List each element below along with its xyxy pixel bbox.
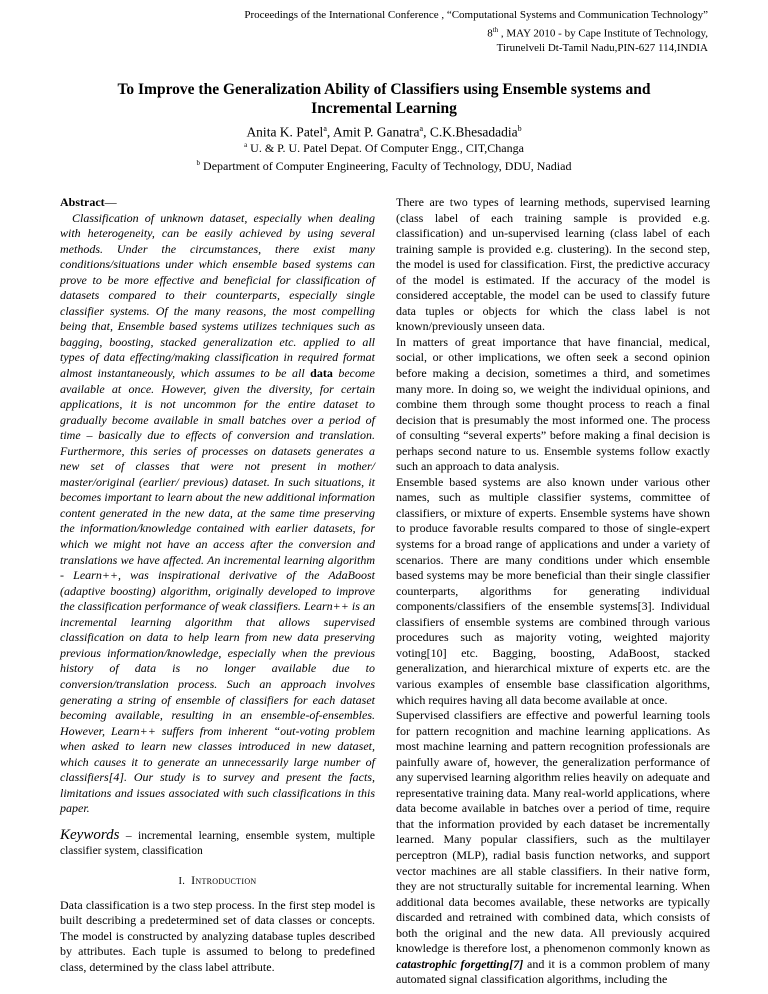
affiliation-b: $^b$ Department of Computer Engineering, Faculty of Technology, DDU, Nadiad: [196, 159, 572, 173]
keywords-label: Keywords: [60, 826, 120, 843]
paragraph: There are two types of learning methods, supervised learning (class label of each training sample is provided e.g. classification) and un-supervised learning (class label of each training sample is provided e.g. clustering). In the second step, the model is used for classification. First, the predictive accuracy of the model is estimated. If the accuracy of the model is considered acceptable, the model can be used to classify future data tuples or objects for which the class label is not known/previously unseen data.: [396, 195, 710, 334]
paragraph: Ensemble based systems are also known under various other names, such as multiple classifier systems, committee of classifiers, or mixture of experts. Ensemble systems have shown to produce favorable results compared to those of single-expert systems for a broad range of applications and under a variety of scenarios. There are many conditions under which ensemble based systems may be more beneficial than their single classifier counterparts, algorithms for generating individual components/classifiers of the ensemble systems[3]. Individual classifiers of ensemble systems are combined through various procedures such as majority voting, weighted majority voting[10] etc. Bagging, boosting, AdaBoost, stacked generalization, and hierarchical mixture of experts etc. are the various examples of ensemble base classification algorithms, which requires having all data become available at once.: [396, 474, 710, 707]
affiliation-a: $^a$ U. & P. U. Patel Depat. Of Computer Engg., CIT,Changa: [244, 141, 524, 155]
header-line-2: 8th , MAY 2010 - by Cape Institute of Technology,: [487, 25, 708, 40]
paragraph: In matters of great importance that have financial, medical, social, or other implications, we often seek a second opinion before making a decision, sometimes a third, and sometimes many more. In doing so, we weight the individual opinions, and combine them through some thought process to reach a final decision that is presumably the most informed one. The process of consulting “several experts” before making a final decision is perhaps second nature to us. Ensemble systems follow exactly such an approach to data analysis.: [396, 334, 710, 474]
introduction-paragraph: Data classification is a two step process. In the first step model is built describing a predetermined set of data classes or concepts. The model is constructed by analyzing database tuples described by attributes. Each tuple is assumed to belong to predefined class, determined by the class label attribute.: [60, 897, 375, 974]
header-line-1: Proceedings of the International Conference , “Computational Systems and Communication Technology”: [244, 9, 708, 21]
author-list: Anita K. Patel$^a$, Amit P. Ganatra$^a$, C.K.Bhesadadia$^b$: [246, 124, 522, 140]
author-name: C.K.Bhesadadia: [429, 124, 518, 140]
author-name: Anita K. Patel: [246, 124, 324, 140]
paper-title: To Improve the Generalization Ability of Classifiers using Ensemble systems and Incremental Learning: [117, 81, 651, 117]
left-column: [60, 195, 375, 975]
section-heading-introduction: I. Introduction: [178, 872, 257, 887]
author-name: Amit P. Ganatra: [332, 124, 420, 140]
paragraph: Supervised classifiers are effective and powerful learning tools for pattern recognition and machine learning applications. As most machine learning and pattern recognition professionals are painfully aware of, however, the generalization performance of any supervised learning algorithm relies heavily on adequate and representative training data. Many real-world applications, where data become available in batches over a period of time, require that the information provided by each dataset be incrementally learned. Many popular classifiers, such as the multilayer perceptron (MLP), radial basis function networks, and support vector machines are all stable classifiers. In their native form, they are not structurally suitable for incremental learning. When additional data becomes available, these networks are typically discarded and retrained with combined data, which consists of both the original and the new data. All previously acquired knowledge is therefore lost, a phenomenon commonly known as catastrophic forgetting[7] and it is a common problem of many automated signal classification algorithms, including the: [396, 708, 710, 987]
abstract: Abstract— Classification of unknown dataset, especially when dealing with heterogeneity, can be easily achieved by using several methods. Under the circumstances, there exist many conditions/situations under which ensemble based systems can prove to be more effective and beneficial for classification of datasets compared to their counterparts, especially single classifier systems. Of the many reasons, the most compelling being that, Ensemble based systems utilizes techniques such as bagging, boosting, stacked generalization etc. applied to all types of data effecting/making classification in required format almost instantaneously, which assumes to be all data become available at once. However, given the diversity, for certain applications, it is not uncommon for the entire dataset to gradually become available in small batches over a period of time – basically due to effects of conversion and translation. Furthermore, this series of processes on datasets generates a new set of classes that were not present in mother/ master/original (earlier/ previous) dataset. In such situations, it becomes important to learn about the new additional information content generated in the new data, at the same time preserving the information/knowledge contained with earlier datasets, for which we might not have an access after the conversion and translations we have affected. An incremental learning algorithm - Learn++, was inspirational derivative of the AdaBoost (adaptive boosting) algorithm, originally developed to improve the classification performance of weak classifiers. Learn++ is an incremental learning algorithm that allows supervised classification on data to help learn from new data preserving previous information/knowledge, especially when the previous history of data is no longer available due to conversion/translation process. Such an approach involves generating a string of ensemble of classifiers for each dataset becoming available, resulting in an ensemble-of-ensembles. However, Learn++ suffers from inherent “out-voting problem when asked to learn new classes introduced in new dataset, which causes it to generate an unnecessarily large number of classifiers[4]. Our study is to survey and present the facts, limitations and issues associated with such classifications in this paper.: [60, 195, 375, 816]
header-line-3: Tirunelveli Dt-Tamil Nadu,PIN-627 114,INDIA: [496, 41, 708, 54]
abstract-label: Abstract: [60, 195, 105, 209]
keywords-text: – incremental learning, ensemble system, multiple classifier system, classification: [60, 829, 375, 857]
proceedings-header: [188, 8, 708, 55]
keywords: [60, 828, 375, 859]
right-column: [396, 195, 710, 988]
abstract-text: Classification of unknown dataset, especially when dealing with heterogeneity, can be easily achieved by using several methods. Under the circumstances, there exist many conditions/situations under which ensemble based systems can prove to be more effective and beneficial for classification of datasets compared to their counterparts, especially single classifier systems. Of the many reasons, the most compelling being that, Ensemble based systems utilizes techniques such as bagging, boosting, stacked generalization etc. applied to all types of data effecting/making classification in required format almost instantaneously, which assumes to be all: [60, 210, 375, 381]
